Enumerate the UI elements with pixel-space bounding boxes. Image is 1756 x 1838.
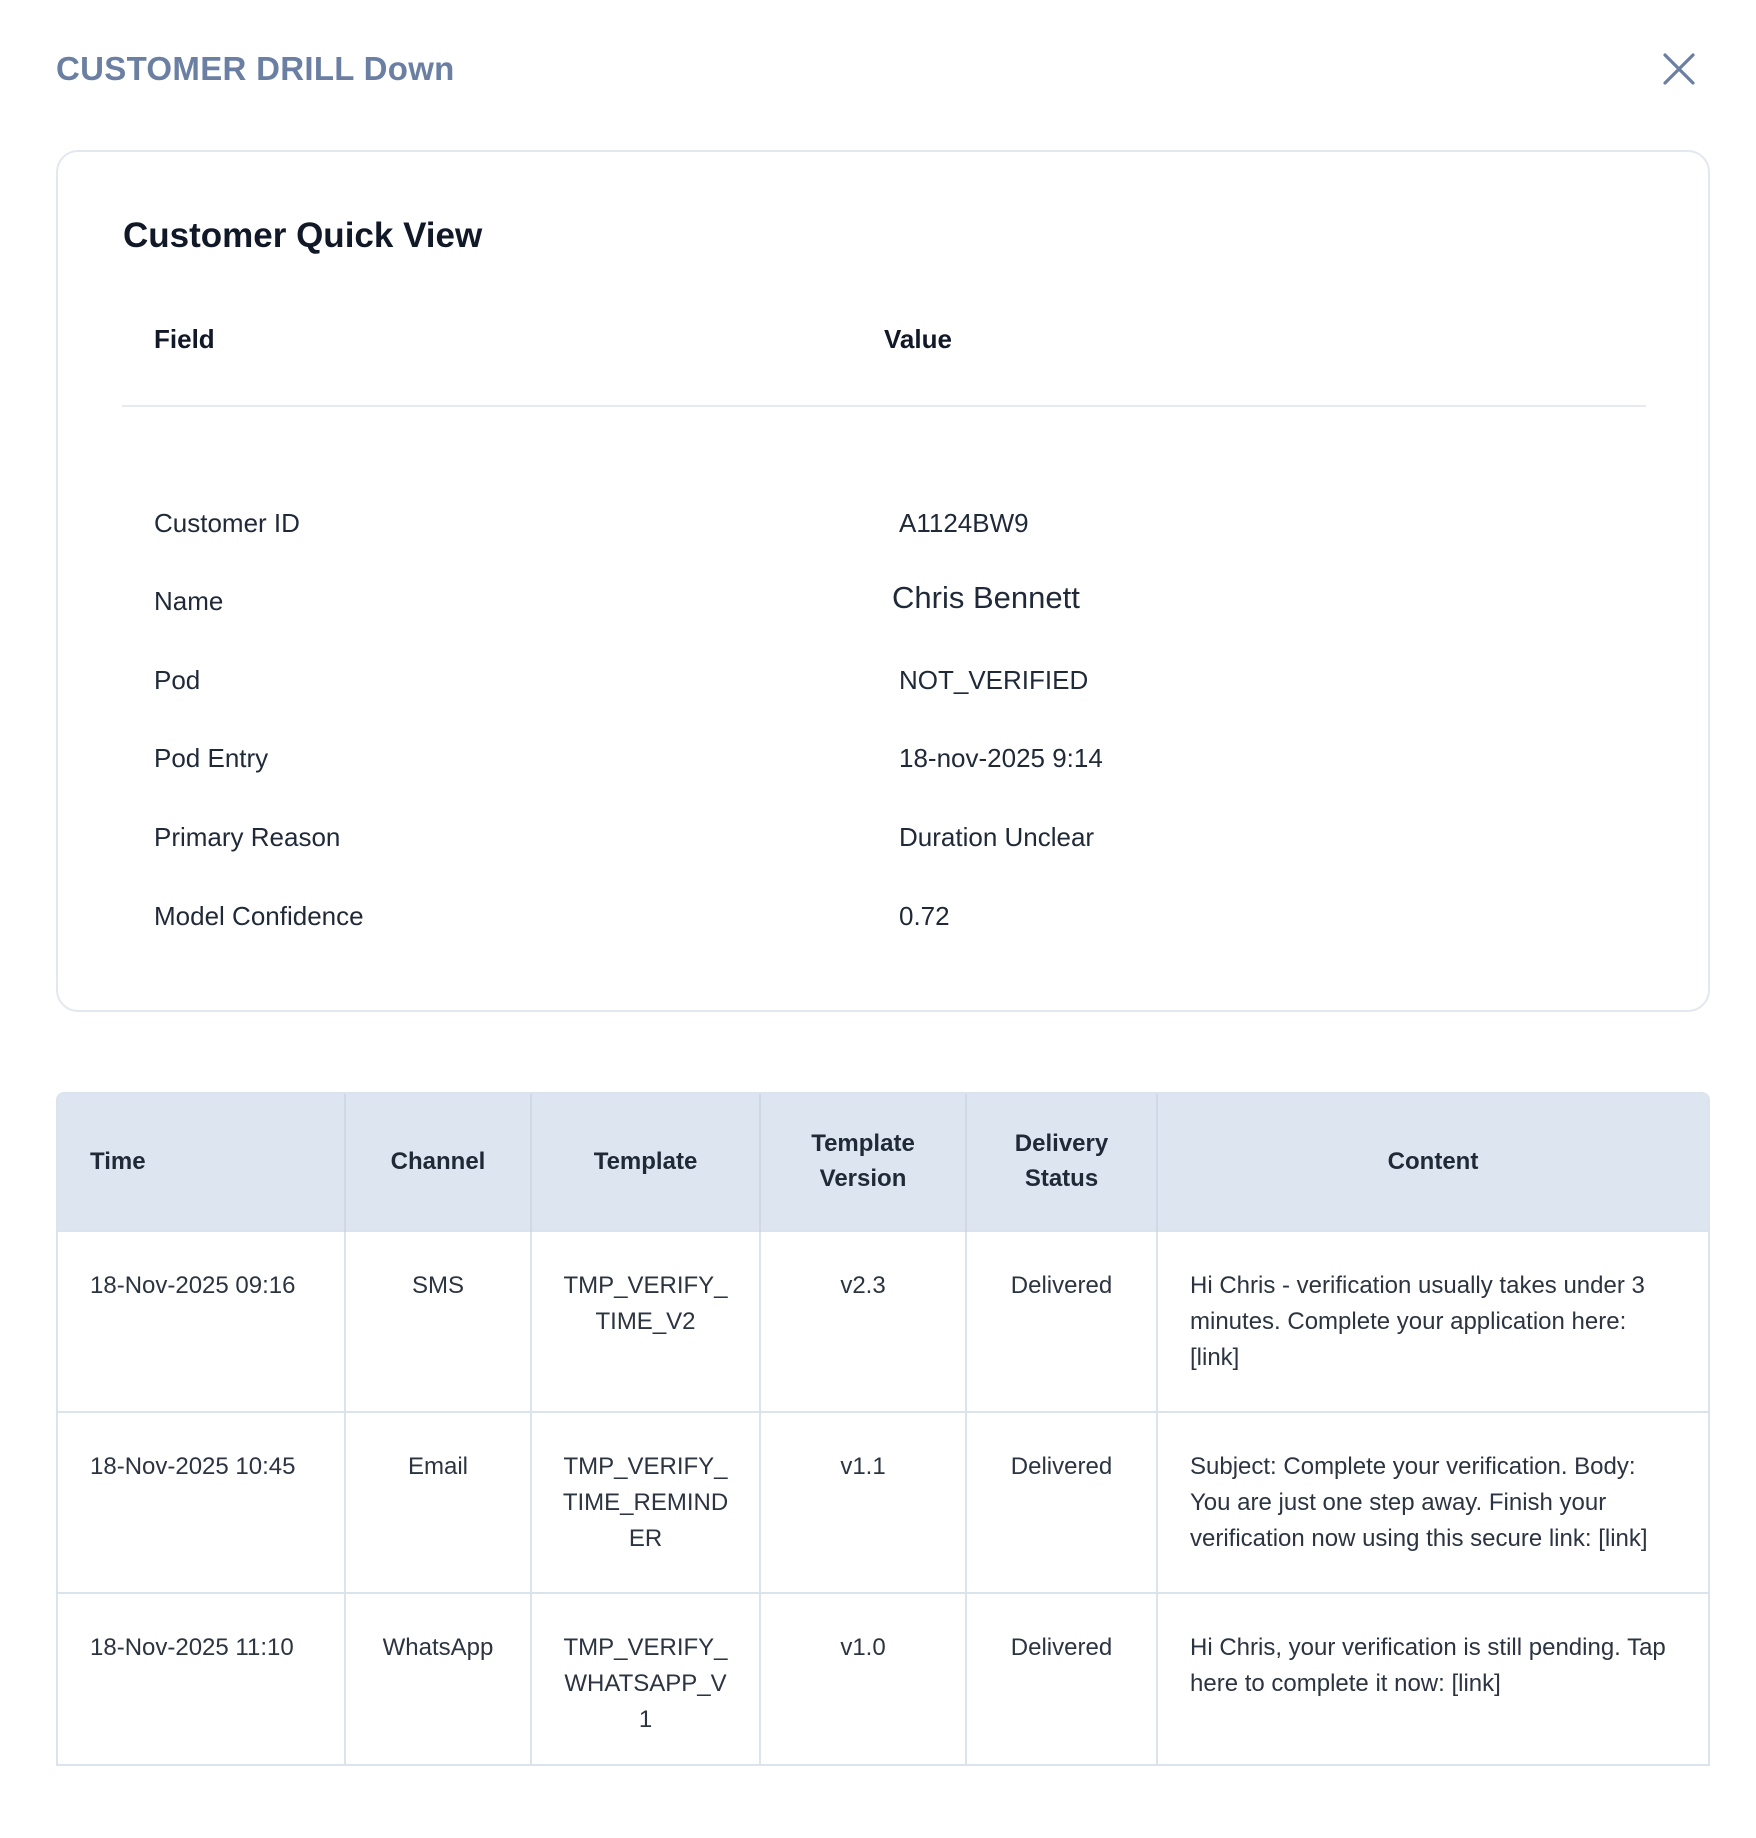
cell-template: TMP_VERIFY_TIME_REMINDER — [531, 1412, 760, 1593]
kv-row-primary-reason — [58, 822, 1708, 872]
kv-label: Customer ID — [154, 508, 300, 538]
messages-table — [58, 1094, 1708, 1766]
table-row — [58, 1593, 1708, 1766]
kv-label: Primary Reason — [154, 822, 341, 852]
column-header-time[interactable]: Time — [58, 1094, 345, 1231]
kv-label: Pod Entry — [154, 743, 269, 773]
table-header-row — [58, 1094, 1708, 1231]
kv-row-customer-id — [58, 508, 1708, 558]
cell-status: Delivered — [966, 1231, 1157, 1412]
table-row — [58, 1231, 1708, 1412]
cell-channel: WhatsApp — [345, 1593, 531, 1766]
cell-content: Hi Chris - verification usually takes under 3 minutes. Complete your application here: [link] — [1157, 1231, 1708, 1412]
cell-channel: SMS — [345, 1231, 531, 1412]
cell-status: Delivered — [966, 1412, 1157, 1593]
kv-row-model-confidence — [58, 901, 1708, 951]
field-column-header: Field — [154, 324, 215, 354]
kv-label: Pod — [154, 665, 201, 695]
modal-title: CUSTOMER DRILL Down — [56, 50, 455, 87]
cell-content: Hi Chris, your verification is still pending. Tap here to complete it now: [link] — [1157, 1593, 1708, 1766]
kv-value: Chris Bennett — [892, 580, 1080, 615]
column-header-delivery-status[interactable]: Delivery Status — [966, 1094, 1157, 1231]
table-row — [58, 1412, 1708, 1593]
cell-time: 18-Nov-2025 10:45 — [58, 1412, 345, 1593]
cell-template: TMP_VERIFY_WHATSAPP_V1 — [531, 1593, 760, 1766]
header-divider — [122, 405, 1646, 407]
cell-version: v1.0 — [760, 1593, 966, 1766]
cell-content: Subject: Complete your verification. Body: You are just one step away. Finish your verification now using this secure link: [link] — [1157, 1412, 1708, 1593]
kv-value: A1124BW9 — [899, 508, 1029, 538]
kv-label: Model Confidence — [154, 901, 364, 931]
column-header-channel[interactable]: Channel — [345, 1094, 531, 1231]
kv-row-name — [58, 580, 1708, 636]
kv-value: Duration Unclear — [899, 822, 1095, 852]
column-header-content[interactable]: Content — [1157, 1094, 1708, 1231]
value-column-header: Value — [884, 324, 952, 354]
customer-quick-view-card — [56, 150, 1710, 1012]
messages-table-container — [56, 1092, 1710, 1766]
cell-template: TMP_VERIFY_TIME_V2 — [531, 1231, 760, 1412]
close-button[interactable] — [1660, 50, 1698, 88]
kv-row-pod — [58, 665, 1708, 715]
kv-label: Name — [154, 586, 224, 616]
kv-value: NOT_VERIFIED — [899, 665, 1089, 695]
cell-version: v1.1 — [760, 1412, 966, 1593]
cell-version: v2.3 — [760, 1231, 966, 1412]
kv-value: 18-nov-2025 9:14 — [899, 743, 1103, 773]
cell-channel: Email — [345, 1412, 531, 1593]
cell-status: Delivered — [966, 1593, 1157, 1766]
kv-row-pod-entry — [58, 743, 1708, 793]
column-header-template[interactable]: Template — [531, 1094, 760, 1231]
cell-time: 18-Nov-2025 11:10 — [58, 1593, 345, 1766]
close-icon — [1660, 50, 1698, 88]
kv-value: 0.72 — [899, 901, 950, 931]
cell-time: 18-Nov-2025 09:16 — [58, 1231, 345, 1412]
column-header-template-version[interactable]: Template Version — [760, 1094, 966, 1231]
quick-view-title: Customer Quick View — [123, 216, 483, 255]
